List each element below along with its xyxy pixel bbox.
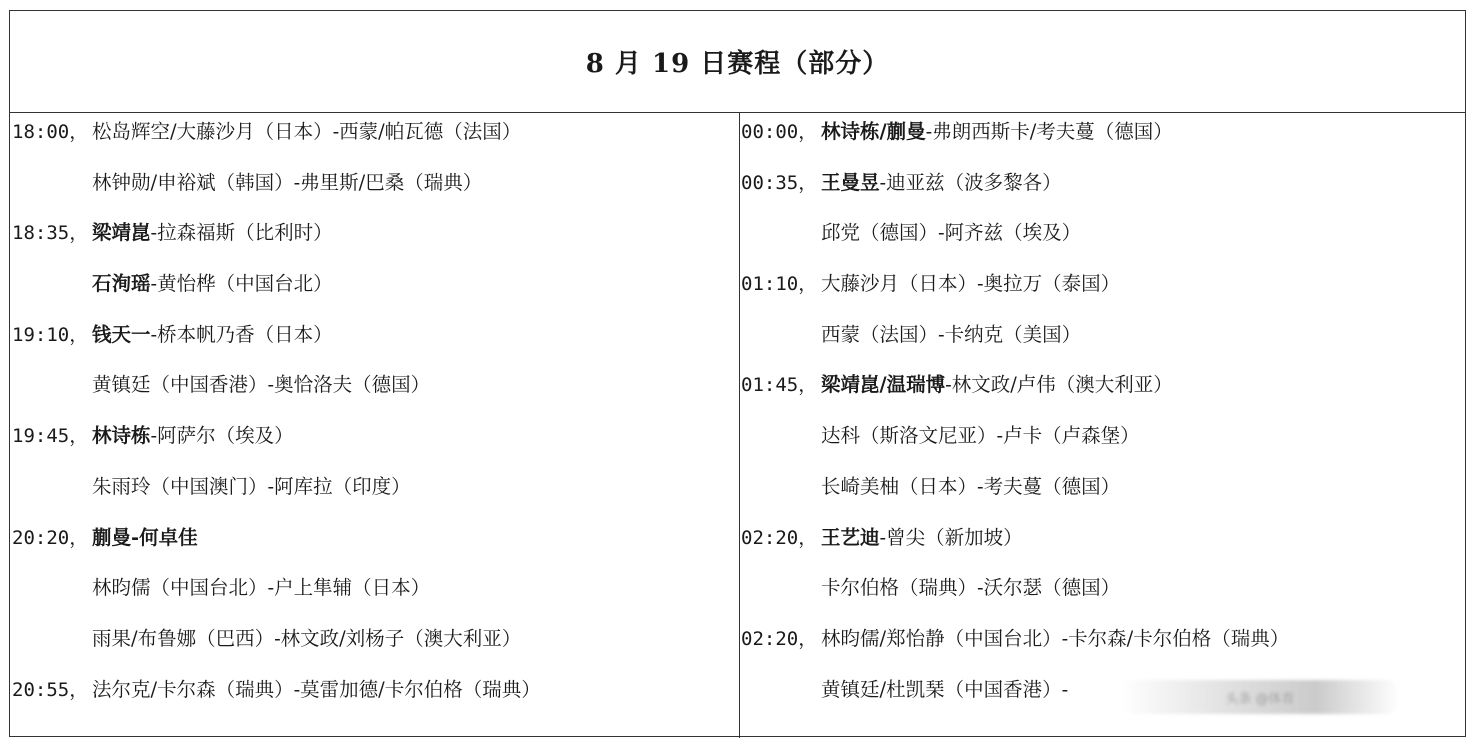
entry-time: 20:55， (12, 678, 89, 701)
entry-opponent: 大藤沙月（日本）-奥拉万（泰国） (821, 272, 1121, 296)
entry-time: 02:20， (741, 526, 818, 549)
entry-time: 01:45， (741, 374, 818, 397)
entry-opponent: 林昀儒（中国台北）-户上隼辅（日本） (92, 576, 431, 600)
entry-opponent: 林昀儒/郑怡静（中国台北）-卡尔森/卡尔伯格（瑞典） (821, 626, 1290, 650)
entry-opponent: 朱雨玲（中国澳门）-阿库拉（印度） (92, 474, 411, 498)
entry-match (92, 117, 724, 147)
schedule-entry (741, 370, 1453, 421)
entry-time: 00:35， (741, 171, 818, 194)
entry-match (92, 573, 724, 603)
schedule-entry (12, 218, 724, 269)
entry-match (92, 472, 724, 502)
schedule-entry (741, 168, 1453, 219)
entry-opponent: 黄镇廷/杜凯琹（中国香港）- (821, 677, 1069, 701)
entry-opponent: 邱党（德国）-阿齐兹（埃及） (821, 221, 1082, 245)
schedule-entry (741, 269, 1453, 320)
entry-match (92, 421, 724, 451)
entry-match (821, 218, 1453, 248)
schedule-entry (741, 218, 1453, 269)
entry-highlight-player: 王艺迪 (821, 525, 880, 549)
entry-opponent: 法尔克/卡尔森（瑞典）-莫雷加德/卡尔伯格（瑞典） (92, 677, 541, 701)
right-column (741, 117, 1453, 725)
schedule-entry (741, 421, 1453, 472)
entry-opponent: 黄镇廷（中国香港）-奥恰洛夫（德国） (92, 373, 431, 397)
entry-opponent: 长崎美柚（日本）-考夫蔓（德国） (821, 474, 1121, 498)
entry-time: 19:10， (12, 323, 89, 346)
watermark (1120, 680, 1400, 714)
entry-opponent: 达科（斯洛文尼亚）-卢卡（卢森堡） (821, 424, 1140, 448)
entry-time: 01:10， (741, 273, 818, 296)
entry-time: 00:00， (741, 121, 818, 143)
entry-match (92, 370, 724, 400)
left-column (12, 117, 724, 725)
entry-match (92, 168, 724, 198)
entry-opponent: 卡尔伯格（瑞典）-沃尔瑟（德国） (821, 576, 1121, 600)
schedule-entry (741, 624, 1453, 675)
column-divider (739, 113, 740, 738)
entry-opponent: -阿萨尔（埃及） (150, 424, 294, 448)
entry-opponent: 松岛辉空/大藤沙月（日本）-西蒙/帕瓦德（法国） (92, 120, 522, 143)
schedule-entry (12, 370, 724, 421)
entry-highlight-player: 林诗栋 (92, 424, 151, 448)
entry-opponent: -曾尖（新加坡） (879, 525, 1023, 549)
entry-time: 18:35， (12, 222, 89, 245)
entry-opponent: 林钟勋/申裕斌（韩国）-弗里斯/巴桑（瑞典） (92, 170, 483, 194)
entry-match (821, 624, 1453, 654)
schedule-entry (12, 269, 724, 320)
entry-match (92, 269, 724, 299)
schedule-entry (12, 472, 724, 523)
schedule-entry (12, 675, 724, 726)
entry-highlight-player: 梁靖崑 (92, 221, 151, 245)
entry-opponent: -林文政/卢伟（澳大利亚） (945, 373, 1173, 397)
schedule-entry (741, 320, 1453, 371)
entry-opponent: -拉森福斯（比利时） (150, 221, 333, 245)
entry-match (821, 523, 1453, 553)
entry-opponent: -桥本帆乃香（日本） (150, 322, 333, 346)
schedule-entry (12, 624, 724, 675)
schedule-entry (12, 523, 724, 574)
page-title: 8 月 19 日赛程（部分） (585, 49, 890, 79)
entry-opponent: -黄怡桦（中国台北） (150, 272, 333, 296)
schedule-entry (12, 320, 724, 371)
schedule-entry (741, 523, 1453, 574)
schedule-entry (12, 421, 724, 472)
entry-highlight-player: 梁靖崑/温瑞博 (821, 373, 946, 397)
entry-highlight-player: 王曼昱 (821, 170, 880, 194)
entry-highlight-player: 石洵瑶 (92, 272, 151, 296)
entry-time: 20:20， (12, 526, 89, 549)
entry-highlight-player: 蒯曼-何卓佳 (92, 525, 198, 549)
schedule-entry (12, 573, 724, 624)
schedule-entry (12, 117, 724, 168)
schedule-entry (741, 573, 1453, 624)
schedule-entry (12, 168, 724, 219)
entry-match (92, 624, 724, 654)
entry-match (821, 117, 1453, 147)
entry-time: 02:20， (741, 627, 818, 650)
entry-opponent: 西蒙（法国）-卡纳克（美国） (821, 322, 1082, 346)
entry-match (821, 370, 1453, 400)
entry-match (92, 523, 724, 553)
title-row (10, 11, 1465, 113)
entry-opponent: 雨果/布鲁娜（巴西）-林文政/刘杨子（澳大利亚） (92, 626, 522, 650)
entry-highlight-player: 林诗栋/蒯曼 (821, 120, 926, 143)
entry-match (821, 573, 1453, 603)
entry-match (821, 472, 1453, 502)
schedule-entry (741, 117, 1453, 168)
entry-match (821, 320, 1453, 350)
entry-opponent: -迪亚兹（波多黎各） (879, 170, 1062, 194)
watermark-text: 头条 @体育 (1225, 691, 1295, 707)
entry-time: 19:45， (12, 425, 89, 448)
entry-match (821, 269, 1453, 299)
entry-highlight-player: 钱天一 (92, 322, 151, 346)
entry-time: 18:00， (12, 121, 89, 143)
entry-match (92, 675, 724, 705)
entry-match (821, 168, 1453, 198)
entry-match (92, 320, 724, 350)
entry-opponent: -弗朗西斯卡/考夫蔓（德国） (925, 120, 1173, 143)
schedule-entry (741, 472, 1453, 523)
entry-match (92, 218, 724, 248)
entry-match (821, 421, 1453, 451)
